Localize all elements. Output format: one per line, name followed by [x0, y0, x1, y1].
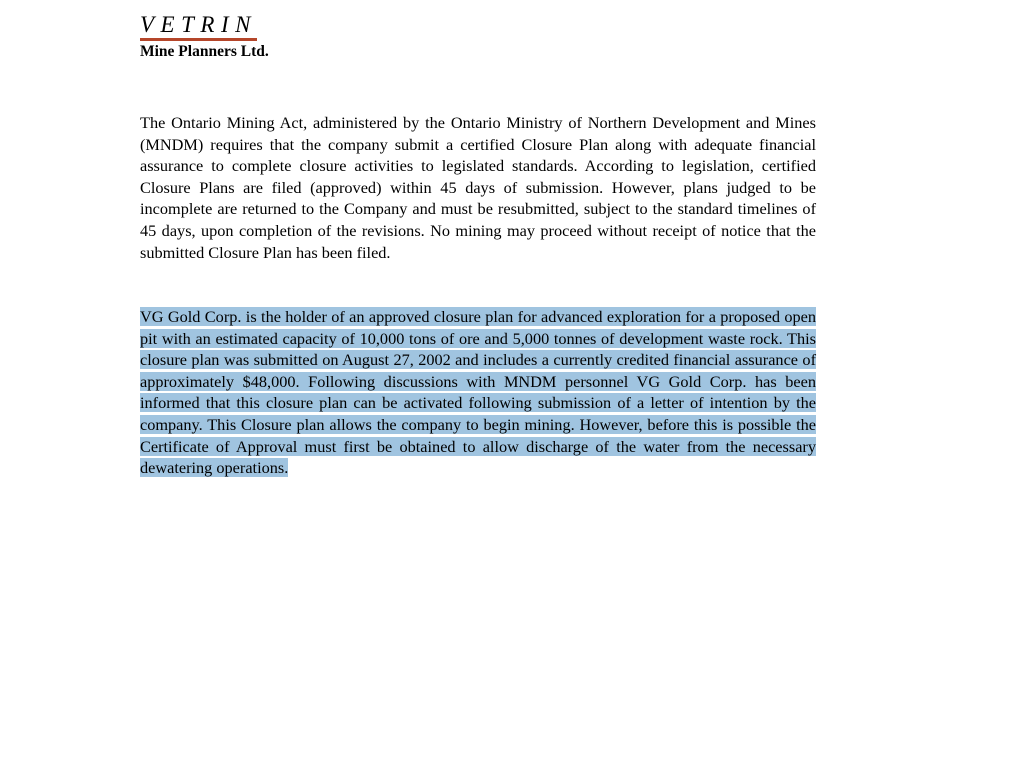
paragraph-mining-act[interactable]: The Ontario Mining Act, administered by the Ontario Ministry of Northern Development and Mines (MNDM) requires that the company submit a certified Closure Plan along with adequate financial assurance to complete closure activities to legislated standards. According to legislation, certified Closure Plans are filed (approved) within 45 days of submission. However, plans judged to be incomplete are returned to the Company and must be resubmitted, subject to the standard timelines of 45 days, upon completion of the revisions. No mining may proceed without receipt of notice that the submitted Closure Plan has been filed. [140, 113, 816, 262]
company-logo: VETRIN [140, 12, 257, 41]
company-name: Mine Planners Ltd. [140, 43, 269, 60]
letterhead [140, 12, 269, 61]
paragraph-closure-plan[interactable] [140, 306, 816, 479]
selected-text[interactable]: VG Gold Corp. is the holder of an approved closure plan for advanced exploration for a proposed open pit with an estimated capacity of 10,000 tons of ore and 5,000 tonnes of development waste rock. This closure plan was submitted on August 27, 2002 and includes a currently credited financial assurance of approximately $48,000. Following discussions with MNDM personnel VG Gold Corp. has been informed that this closure plan can be activated following submission of a letter of intention by the company. This Closure plan allows the company to begin mining. However, before this is possible the Certificate of Approval must first be obtained to allow discharge of the water from the necessary dewatering operations. [140, 307, 816, 478]
